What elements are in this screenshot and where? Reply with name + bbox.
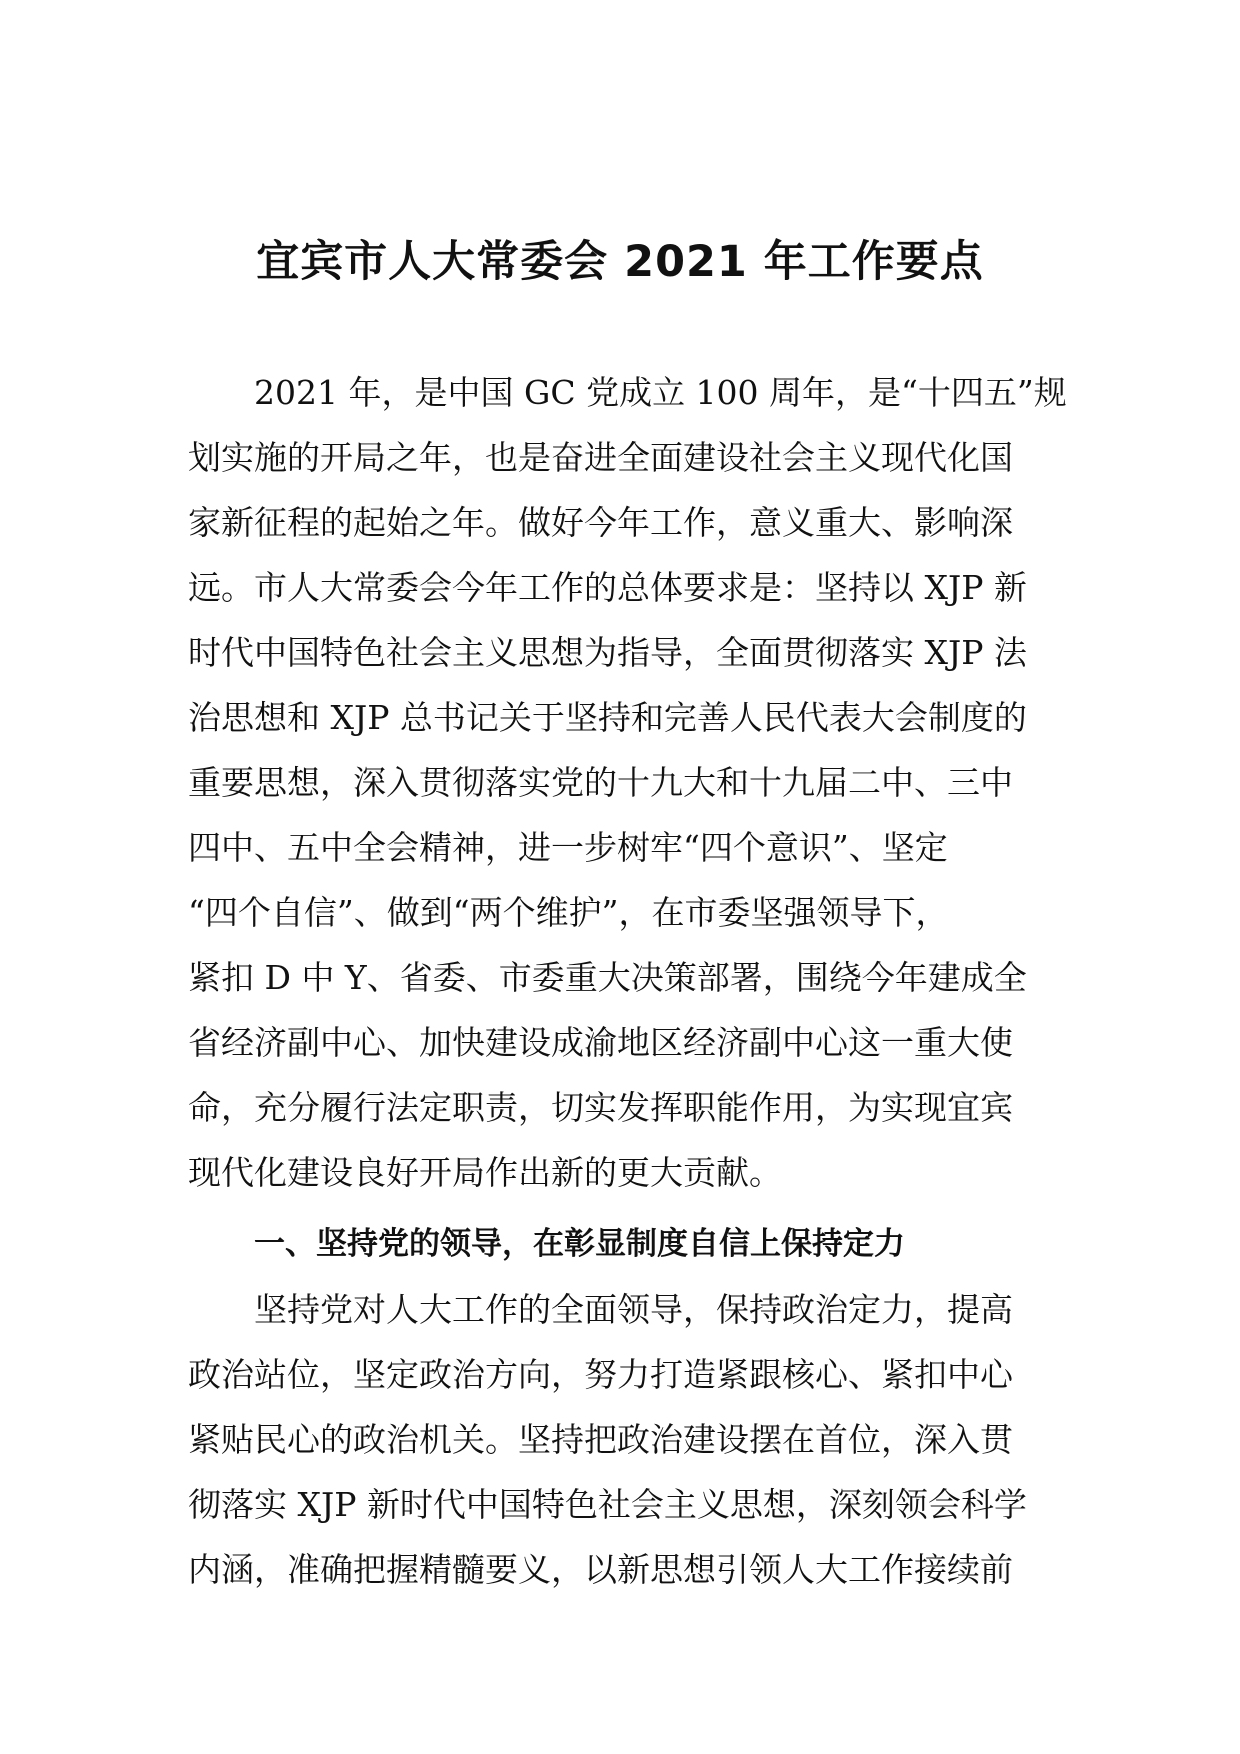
paragraph-line: 重要思想，深入贯彻落实党的十九大和十九届二中、三中 — [188, 763, 1013, 802]
paragraph-line: 家新征程的起始之年。做好今年工作，意义重大、影响深 — [188, 503, 1013, 542]
document-title: 宜宾市人大常委会 2021 年工作要点 — [256, 237, 984, 287]
paragraph-line: “四个自信”、做到“两个维护”，在市委坚强领导下， — [188, 893, 949, 932]
paragraph-line: 划实施的开局之年，也是奋进全面建设社会主义现代化国 — [188, 438, 1013, 477]
section-heading: 一、坚持党的领导，在彰显制度自信上保持定力 — [254, 1226, 905, 1262]
paragraph-line: 彻落实 XJP 新时代中国特色社会主义思想，深刻领会科学 — [188, 1485, 1027, 1524]
section-paragraph — [188, 1277, 1056, 1602]
paragraph-line: 命，充分履行法定职责，切实发挥职能作用，为实现宜宾 — [188, 1088, 1013, 1127]
paragraph-line: 四中、五中全会精神，进一步树牢“四个意识”、坚定 — [188, 828, 948, 867]
paragraph-line: 紧贴民心的政治机关。坚持把政治建设摆在首位，深入贯 — [188, 1420, 1013, 1459]
paragraph-line: 紧扣 D 中 Y、省委、市委重大决策部署，围绕今年建成全 — [188, 958, 1027, 997]
paragraph-line: 政治站位，坚定政治方向，努力打造紧跟核心、紧扣中心 — [188, 1355, 1013, 1394]
paragraph-line: 现代化建设良好开局作出新的更大贡献。 — [188, 1153, 782, 1192]
paragraph-line: 坚持党对人大工作的全面领导，保持政治定力，提高 — [254, 1290, 1013, 1329]
paragraph-line: 治思想和 XJP 总书记关于坚持和完善人民代表大会制度的 — [188, 698, 1027, 737]
paragraph-line: 省经济副中心、加快建设成渝地区经济副中心这一重大使 — [188, 1023, 1013, 1062]
intro-paragraph — [188, 360, 1067, 1205]
paragraph-line: 内涵，准确把握精髓要义，以新思想引领人大工作接续前 — [188, 1550, 1013, 1589]
paragraph-line: 远。市人大常委会今年工作的总体要求是：坚持以 XJP 新 — [188, 568, 1027, 607]
paragraph-line: 2021 年，是中国 GC 党成立 100 周年，是“十四五”规 — [254, 373, 1067, 412]
paragraph-line: 时代中国特色社会主义思想为指导，全面贯彻落实 XJP 法 — [188, 633, 1027, 672]
